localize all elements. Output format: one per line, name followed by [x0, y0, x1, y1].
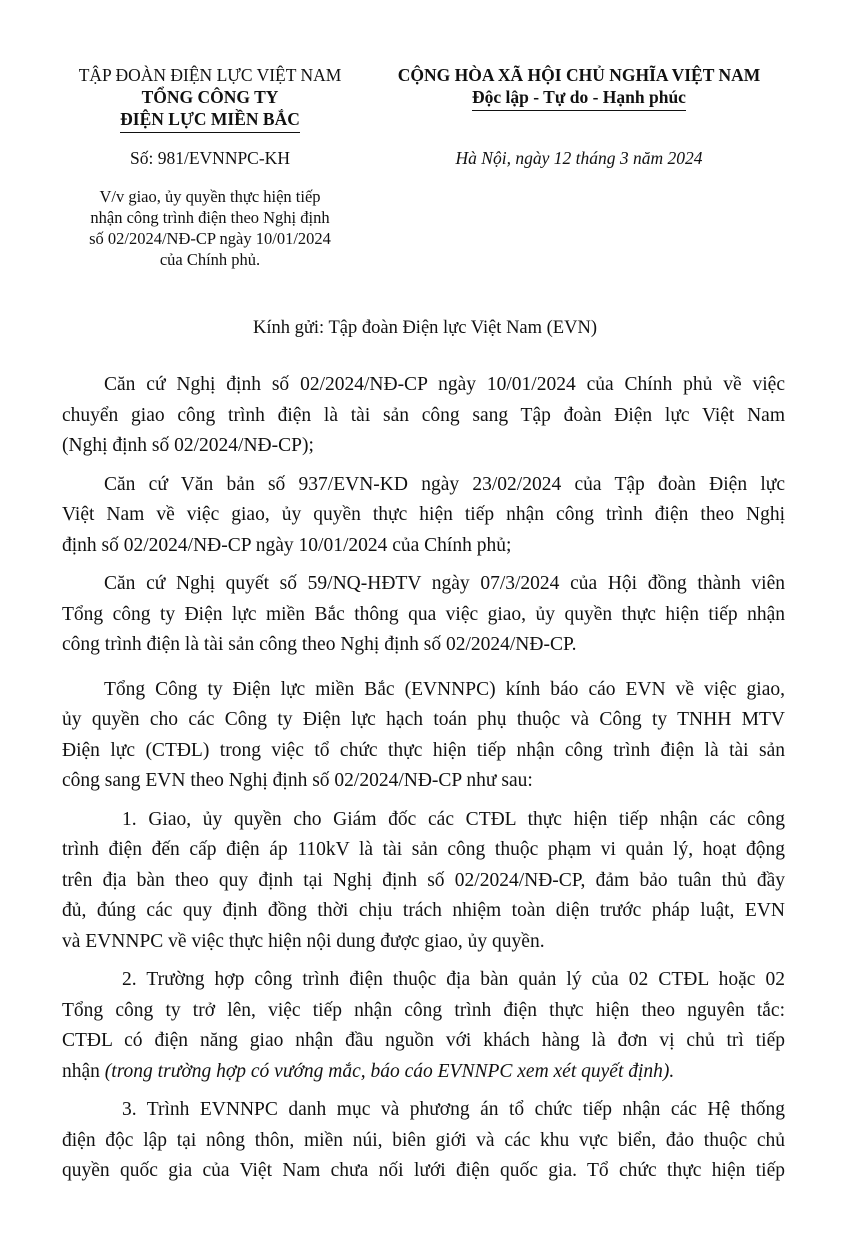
body-line: 2. Trường hợp công trình điện thuộc địa bàn quản lý của 02 CTĐL hoặc 02 [122, 969, 785, 990]
body-line: Căn cứ Văn bản số 937/EVN-KD ngày 23/02/2024 của Tập đoàn Điện lực [104, 473, 785, 495]
org-parent: TẬP ĐOÀN ĐIỆN LỰC VIỆT NAM [78, 65, 342, 85]
body-line: Việt Nam về việc giao, ủy quyền thực hiện tiếp nhận công trình điện theo Nghị [62, 504, 785, 525]
body-line: Căn cứ Nghị định số 02/2024/NĐ-CP ngày 10/01/2024 của Chính phủ về việc [104, 374, 785, 395]
body-line: (Nghị định số 02/2024/NĐ-CP); [62, 435, 314, 456]
body-line: quyền quốc gia của Việt Nam chưa nối lưới điện quốc gia. Tổ chức thực hiện tiếp [62, 1160, 785, 1181]
paragraph-legal-basis-3 [62, 569, 785, 661]
org-name-line2: ĐIỆN LỰC MIỀN BẮC [120, 108, 300, 133]
paragraph-item-1 [62, 805, 785, 958]
paragraph-item-2 [62, 965, 785, 1087]
body-line: và EVNNPC về việc thực hiện nội dung được giao, ủy quyền. [62, 930, 545, 952]
body-line: Tổng Công ty Điện lực miền Bắc (EVNNPC) kính báo cáo EVN về việc giao, [104, 678, 785, 700]
body-line: đủ, đúng các quy định đồng thời chịu trách nhiệm toàn diện trước pháp luật, EVN [62, 900, 785, 921]
subject-line: nhận công trình điện theo Nghị định [90, 208, 330, 227]
body-line: định số 02/2024/NĐ-CP ngày 10/01/2024 của Chính phủ; [62, 534, 512, 556]
national-motto: Độc lập - Tự do - Hạnh phúc [472, 86, 686, 111]
body-text: nhận [62, 1060, 105, 1082]
paragraph-report [62, 675, 785, 797]
body-line: công sang EVN theo Nghị định số 02/2024/NĐ-CP như sau: [62, 770, 533, 791]
org-name-line1: TỔNG CÔNG TY [141, 87, 279, 107]
body-line: 1. Giao, ủy quyền cho Giám đốc các CTĐL thực hiện tiếp nhận các công [122, 808, 785, 830]
subject-block [60, 186, 360, 270]
body-line: điện độc lập tại nông thôn, miền núi, biên giới và các khu vực biển, đảo thuộc chủ [62, 1129, 785, 1151]
body-line: ủy quyền cho các Công ty Điện lực hạch toán phụ thuộc và Công ty TNHH MTV [62, 709, 785, 730]
paragraph-legal-basis-2 [62, 470, 785, 562]
subject-line: số 02/2024/NĐ-CP ngày 10/01/2024 [89, 229, 331, 248]
body-line: Điện lực (CTĐL) trong việc tổ chức thực hiện tiếp nhận công trình điện là tài sản [62, 739, 785, 761]
body-line: 3. Trình EVNNPC danh mục và phương án tổ chức tiếp nhận các Hệ thống [122, 1099, 785, 1120]
body-line: Tổng công ty Điện lực miền Bắc thông qua việc giao, ủy quyền thực hiện tiếp nhận [62, 603, 785, 625]
recipient-line: Kính gửi: Tập đoàn Điện lực Việt Nam (EVN) [253, 318, 597, 338]
paragraph-legal-basis-1 [62, 370, 785, 462]
subject-line: của Chính phủ. [159, 250, 261, 269]
country-name: CỘNG HÒA XÃ HỘI CHỦ NGHĨA VIỆT NAM [397, 65, 761, 85]
header-right [372, 64, 786, 111]
body-line: Tổng công ty trở lên, việc tiếp nhận công trình điện thực hiện theo nguyên tắc: [62, 999, 785, 1021]
document-number: Số: 981/EVNNPC-KH [130, 148, 290, 168]
body-line: Căn cứ Nghị quyết số 59/NQ-HĐTV ngày 07/3/2024 của Hội đồng thành viên [104, 573, 785, 594]
subject-line: V/v giao, ủy quyền thực hiện tiếp [99, 187, 321, 206]
document-body [62, 370, 785, 1195]
body-line: chuyển giao công trình điện là tài sản công sang Tập đoàn Điện lực Việt Nam [62, 404, 785, 426]
body-line [62, 1057, 785, 1088]
italic-note: (trong trường hợp có vướng mắc, báo cáo EVNNPC xem xét quyết định). [104, 1060, 675, 1082]
body-line: công trình điện là tài sản công theo Nghị định số 02/2024/NĐ-CP. [62, 634, 577, 655]
place-date: Hà Nội, ngày 12 tháng 3 năm 2024 [455, 148, 703, 168]
body-line: trình điện đến cấp điện áp 110kV là tài sản công thuộc phạm vi quản lý, hoạt động [62, 839, 785, 860]
header-left [60, 64, 360, 133]
paragraph-item-3 [62, 1095, 785, 1187]
body-line: CTĐL có điện năng giao nhận đầu nguồn với khách hàng là đơn vị chủ trì tiếp [62, 1030, 785, 1051]
body-line: trên địa bàn theo quy định tại Nghị định số 02/2024/NĐ-CP, đảm bảo tuân thủ đầy [62, 869, 785, 891]
